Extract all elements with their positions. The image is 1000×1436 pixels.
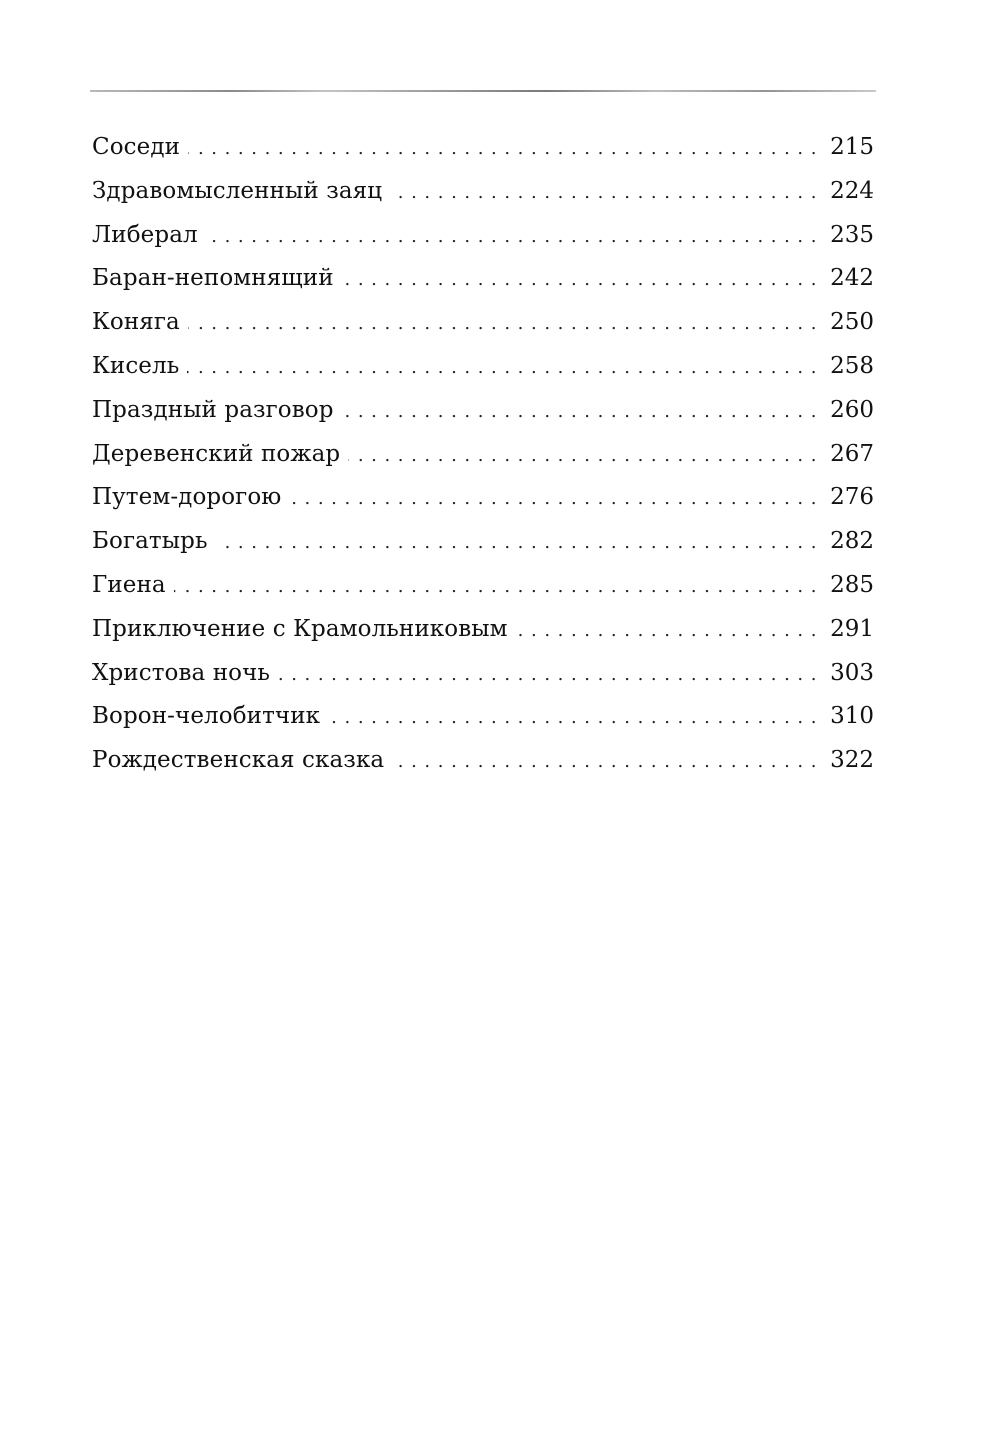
- toc-entry-page: 258: [830, 352, 874, 379]
- toc-entry-page: 291: [830, 615, 874, 642]
- toc-entry[interactable]: [92, 257, 874, 301]
- toc-entry-page: 282: [830, 528, 874, 555]
- toc-entry-title: Либерал: [92, 221, 198, 248]
- toc-entry-title: Путем-дорогою: [92, 484, 282, 511]
- toc-entry[interactable]: [92, 389, 874, 433]
- header-rule: [90, 90, 876, 92]
- toc-entry[interactable]: [92, 739, 874, 783]
- toc-entry[interactable]: [92, 652, 874, 696]
- toc-leader-dots: [289, 477, 824, 521]
- toc-leader-dots: [328, 696, 824, 740]
- toc-entry-page: 250: [830, 309, 874, 336]
- toc-entry[interactable]: [92, 564, 874, 608]
- toc-entry-page: 303: [830, 659, 874, 686]
- toc-leader-dots: [188, 302, 824, 346]
- toc-entry-title: Богатырь: [92, 528, 208, 555]
- toc-leader-dots: [392, 740, 824, 784]
- toc-entry-title: Коняга: [92, 309, 180, 336]
- toc-entry[interactable]: [92, 301, 874, 345]
- toc-leader-dots: [516, 609, 824, 653]
- toc-leader-dots: [348, 434, 824, 478]
- toc-entry-title: Гиена: [92, 571, 166, 598]
- toc-entry-page: 322: [830, 747, 874, 774]
- toc-entry[interactable]: [92, 476, 874, 520]
- toc-entry-title: Рождественская сказка: [92, 747, 385, 774]
- toc-entry-page: 310: [830, 703, 874, 730]
- toc-entry-title: Праздный разговор: [92, 396, 334, 423]
- toc-entry[interactable]: [92, 345, 874, 389]
- toc-entry-title: Баран-непомнящий: [92, 265, 334, 292]
- toc-entry-page: 276: [830, 484, 874, 511]
- toc-entry-title: Соседи: [92, 134, 181, 160]
- toc-entry-page: 215: [830, 134, 874, 160]
- toc-leader-dots: [342, 258, 824, 302]
- toc-entry[interactable]: [92, 608, 874, 652]
- toc-entry[interactable]: [92, 170, 874, 214]
- toc-entry-page: 267: [830, 440, 874, 467]
- toc-leader-dots: [278, 653, 824, 697]
- toc-entry[interactable]: [92, 214, 874, 258]
- toc-entry-title: Кисель: [92, 352, 180, 379]
- toc-entry-title: Приключение с Крамольниковым: [92, 615, 508, 642]
- toc-entry-page: 242: [830, 265, 874, 292]
- toc-entry-title: Деревенский пожар: [92, 440, 341, 467]
- table-of-contents: [92, 126, 874, 783]
- toc-leader-dots: [187, 346, 824, 390]
- toc-entry[interactable]: [92, 433, 874, 477]
- toc-entry-title: Ворон-челобитчик: [92, 703, 321, 730]
- toc-leader-dots: [206, 215, 824, 259]
- toc-entry[interactable]: [92, 126, 874, 170]
- toc-leader-dots: [174, 565, 824, 609]
- toc-entry-page: 260: [830, 396, 874, 423]
- toc-leader-dots: [342, 390, 825, 434]
- toc-entry-page: 285: [830, 571, 874, 598]
- toc-leader-dots: [216, 521, 825, 565]
- toc-entry-page: 224: [830, 177, 874, 204]
- toc-entry[interactable]: [92, 520, 874, 564]
- toc-entry-title: Здравомысленный заяц: [92, 177, 383, 204]
- toc-entry[interactable]: [92, 695, 874, 739]
- toc-leader-dots: [188, 127, 824, 171]
- toc-leader-dots: [390, 171, 824, 215]
- toc-entry-title: Христова ночь: [92, 659, 271, 686]
- toc-entry-page: 235: [830, 221, 874, 248]
